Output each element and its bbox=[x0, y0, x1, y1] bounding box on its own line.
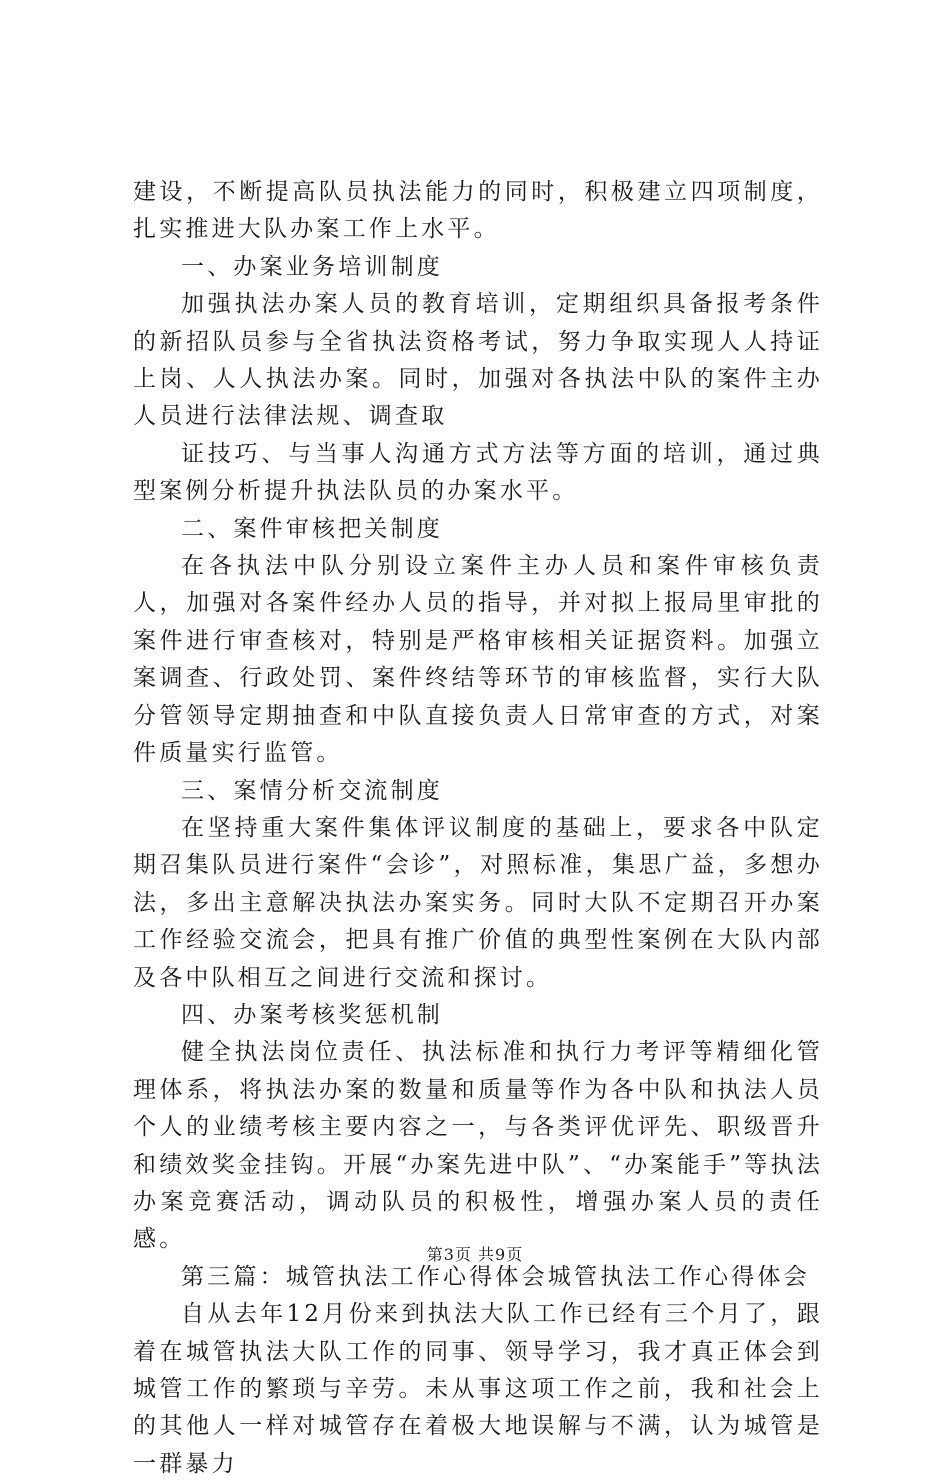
paragraph-intro: 建设，不断提高队员执法能力的同时，积极建立四项制度，扎实推进大队办案工作上水平。 bbox=[133, 179, 823, 243]
paragraph-exchange: 在坚持重大案件集体评议制度的基础上，要求各中队定期召集队员进行案件“会诊”，对照标准，集思广益，多想办法，多出主意解决执法办案实务。同时大队不定期召开办案工作经验交流会，把具有推广价值的典型性案例在大队内部及各中队相互之间进行交流和探讨。 bbox=[133, 814, 823, 991]
paragraph-training-2: 证技巧、与当事人沟通方式方法等方面的培训，通过典型案例分析提升执法队员的办案水平。 bbox=[133, 440, 823, 505]
document-body bbox=[133, 174, 823, 1483]
page-number-footer: 第3页 共9页 bbox=[426, 1245, 524, 1264]
chapter-title: 第三篇：城管执法工作心得体会城管执法工作心得体会 bbox=[181, 1263, 810, 1290]
paragraph-review: 在各执法中队分别设立案件主办人员和案件审核负责人，加强对各案件经办人员的指导，并对拟上报局里审批的案件进行审查核对，特别是严格审核相关证据资料。加强立案调查、行政处罚、案件终结等环节的审核监督，实行大队分管领导定期抽查和中队直接负责人日常审查的方式，对案件质量实行监管。 bbox=[133, 553, 823, 767]
section-heading-3: 三、案情分析交流制度 bbox=[181, 777, 443, 804]
paragraph-assessment: 健全执法岗位责任、执法标准和执行力考评等精细化管理体系，将执法办案的数量和质量等作为各中队和执法人员个人的业绩考核主要内容之一，与各类评优评先、职级晋升和绩效奖金挂钩。开展“办案先进中队”、“办案能手”等执法办案竞赛活动，调动队员的积极性，增强办案人员的责任感。 bbox=[133, 1039, 823, 1253]
paragraph-experience: 自从去年12月份来到执法大队工作已经有三个月了，跟着在城管执法大队工作的同事、领导学习，我才真正体会到城管工作的繁琐与辛劳。未从事这项工作之前，我和社会上的其他人一样对城管存在着极大地误解与不满，认为城管是一群暴力 bbox=[133, 1301, 823, 1477]
paragraph-training-1: 加强执法办案人员的教育培训，定期组织具备报考条件的新招队员参与全省执法资格考试，努力争取实现人人持证上岗、人人执法办案。同时，加强对各执法中队的案件主办人员进行法律法规、调查取 bbox=[133, 291, 823, 430]
section-heading-1: 一、办案业务培训制度 bbox=[181, 253, 443, 280]
section-heading-2: 二、案件审核把关制度 bbox=[181, 515, 443, 542]
section-heading-4: 四、办案考核奖惩机制 bbox=[181, 1001, 443, 1028]
